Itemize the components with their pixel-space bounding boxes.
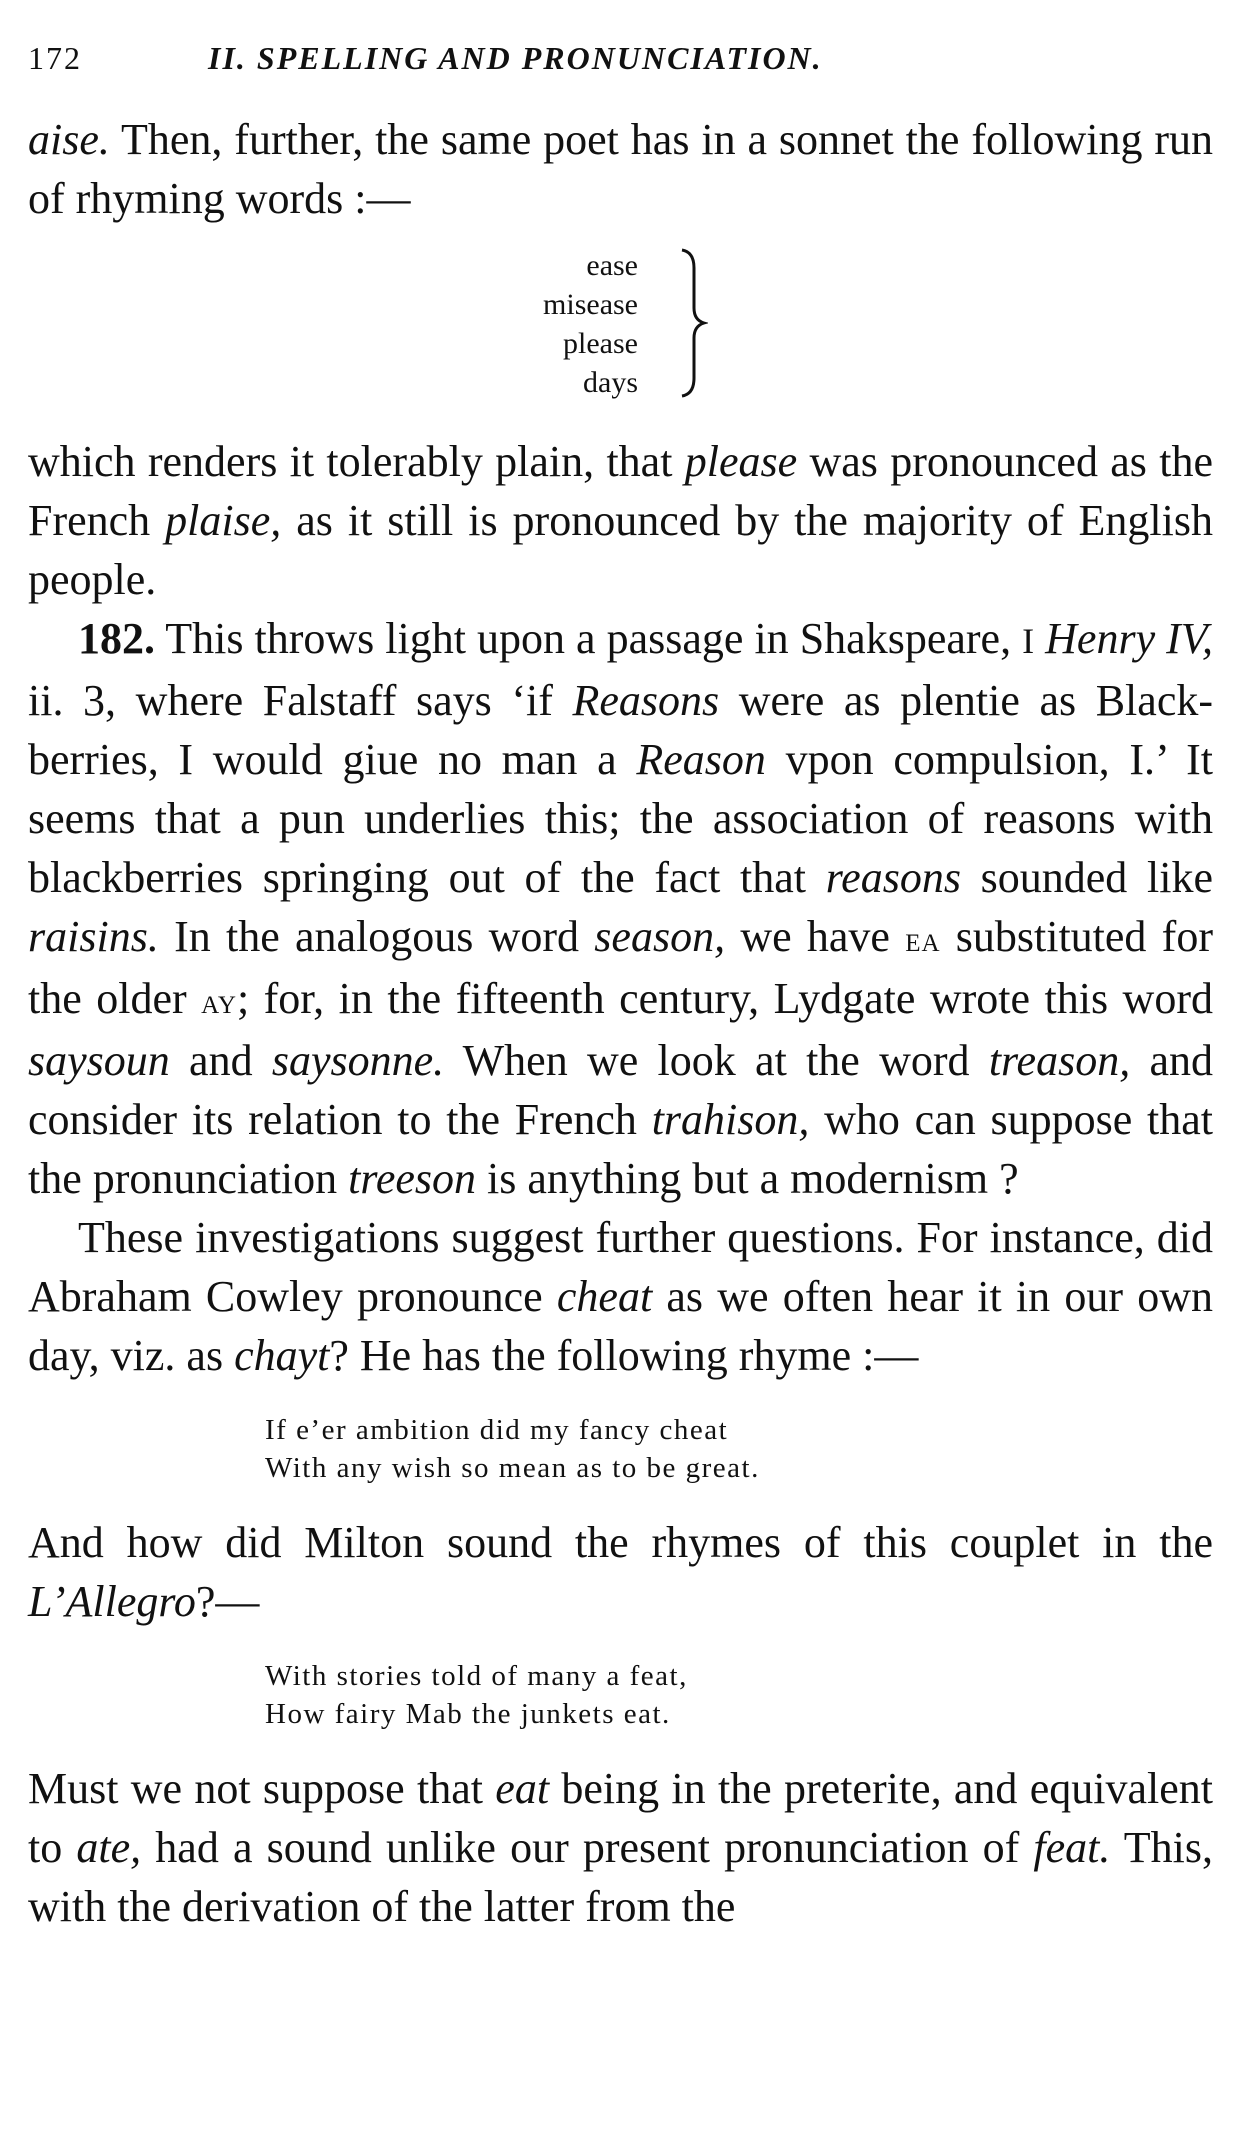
section-number: 182.	[78, 614, 155, 663]
curly-brace-icon	[678, 248, 708, 398]
paragraph-1	[28, 110, 1213, 228]
italic-word: feat.	[1033, 1823, 1111, 1872]
paragraph-text: ? He has the following rhyme :—	[329, 1331, 919, 1380]
paragraph-text: ?—	[195, 1577, 260, 1626]
paragraph-text: had a sound unlike our present pronunciation of	[141, 1823, 1034, 1872]
rhyme-words	[543, 246, 638, 402]
paragraph-2	[28, 432, 1213, 609]
italic-word: raisins.	[28, 912, 159, 961]
paragraph-text: and	[169, 1036, 272, 1085]
rhyme-word: please	[563, 327, 638, 360]
rhyme-word: misease	[543, 288, 638, 321]
rhyme-word-list	[28, 246, 1213, 422]
page-number: 172	[28, 40, 82, 76]
italic-word: Reasons	[572, 676, 720, 725]
verse-quote-cowley	[265, 1411, 1213, 1487]
paragraph-text: These investigations suggest further questions. For instance, did Abraham Cowley pronounce	[28, 1213, 1213, 1321]
paragraph-text: was pronounced as the French	[28, 437, 1213, 545]
verse-quote-milton	[265, 1657, 1213, 1733]
italic-word: treason,	[988, 1036, 1131, 1085]
paragraph-text: ; for, in the fifteenth century, Lydgate wrote this word	[236, 974, 1213, 1023]
italic-word: chayt	[234, 1331, 330, 1380]
page-header	[28, 40, 1213, 110]
paragraph-text: being in the preterite, and equivalent to	[28, 1764, 1213, 1872]
paragraph-text: When we look at the word	[444, 1036, 989, 1085]
italic-word: saysoun	[28, 1036, 170, 1085]
paragraph-text: substituted for the older	[28, 912, 1213, 1023]
paragraph-text: I	[1022, 621, 1046, 661]
paragraph-text: This throws light upon a passage in Shakspeare,	[155, 614, 1023, 663]
paragraph-text: In the analogous word	[158, 912, 595, 961]
verse-line: With any wish so mean as to be great.	[265, 1452, 760, 1484]
verse-line: With stories told of many a feat,	[265, 1660, 688, 1692]
italic-word: saysonne.	[271, 1036, 445, 1085]
paragraph-text: and consider its relation to the French	[28, 1036, 1214, 1144]
paragraph-text: is anything but a modernism ?	[476, 1154, 1019, 1203]
paragraph-text: Then, further, the same poet has in a sonnet the following run of rhyming words :—	[28, 115, 1213, 223]
paragraph-text: sounded like	[960, 853, 1213, 902]
paragraph-text: were as plentie as Black-berries, I would giue no man a	[28, 676, 1213, 784]
paragraph-5	[28, 1513, 1213, 1631]
italic-word: please	[684, 437, 798, 486]
book-page	[28, 40, 1213, 1936]
italic-word: Henry IV,	[1045, 614, 1213, 663]
paragraph-text: we have	[725, 912, 906, 961]
rhyme-word: ease	[586, 249, 638, 282]
italic-word: aise.	[28, 115, 110, 164]
italic-word: ate,	[76, 1823, 142, 1872]
small-caps-text: ay	[201, 981, 237, 1021]
italic-word: treeson	[348, 1154, 477, 1203]
paragraph-text: as it still is pronounced by the majority of English people.	[28, 496, 1213, 604]
italic-word: plaise,	[165, 496, 282, 545]
verse-line: If e’er ambition did my fancy cheat	[265, 1414, 729, 1446]
paragraph-text: as we often hear it in our own day, viz. as	[28, 1272, 1213, 1380]
small-caps-text: ea	[905, 919, 941, 959]
paragraph-3	[28, 609, 1213, 1208]
paragraph-4	[28, 1208, 1213, 1385]
running-title: II. SPELLING AND PRONUNCIATION.	[208, 40, 823, 76]
italic-word: trahison,	[651, 1095, 810, 1144]
italic-word: L’Allegro	[28, 1577, 196, 1626]
paragraph-text: This, with the derivation of the latter from the	[28, 1823, 1213, 1931]
paragraph-text: Must we not suppose that	[28, 1764, 496, 1813]
paragraph-6	[28, 1759, 1213, 1936]
verse-line: How fairy Mab the junkets eat.	[265, 1698, 671, 1730]
paragraph-text: who can suppose that the pronunciation	[28, 1095, 1213, 1203]
paragraph-text: vpon compulsion, I.’ It seems that a pun underlies this; the association of reasons with blackberries springing out of the fact that	[28, 735, 1213, 902]
italic-word: cheat	[556, 1272, 653, 1321]
rhyme-word: days	[583, 366, 638, 399]
paragraph-text: And how did Milton sound the rhymes of this couplet in the	[28, 1518, 1213, 1567]
italic-word: reasons	[825, 853, 961, 902]
italic-word: Reason	[636, 735, 766, 784]
paragraph-text: ii. 3, where Falstaff says ‘if	[28, 676, 573, 725]
italic-word: eat	[495, 1764, 550, 1813]
italic-word: season,	[594, 912, 726, 961]
paragraph-text: which renders it tolerably plain, that	[28, 437, 685, 486]
